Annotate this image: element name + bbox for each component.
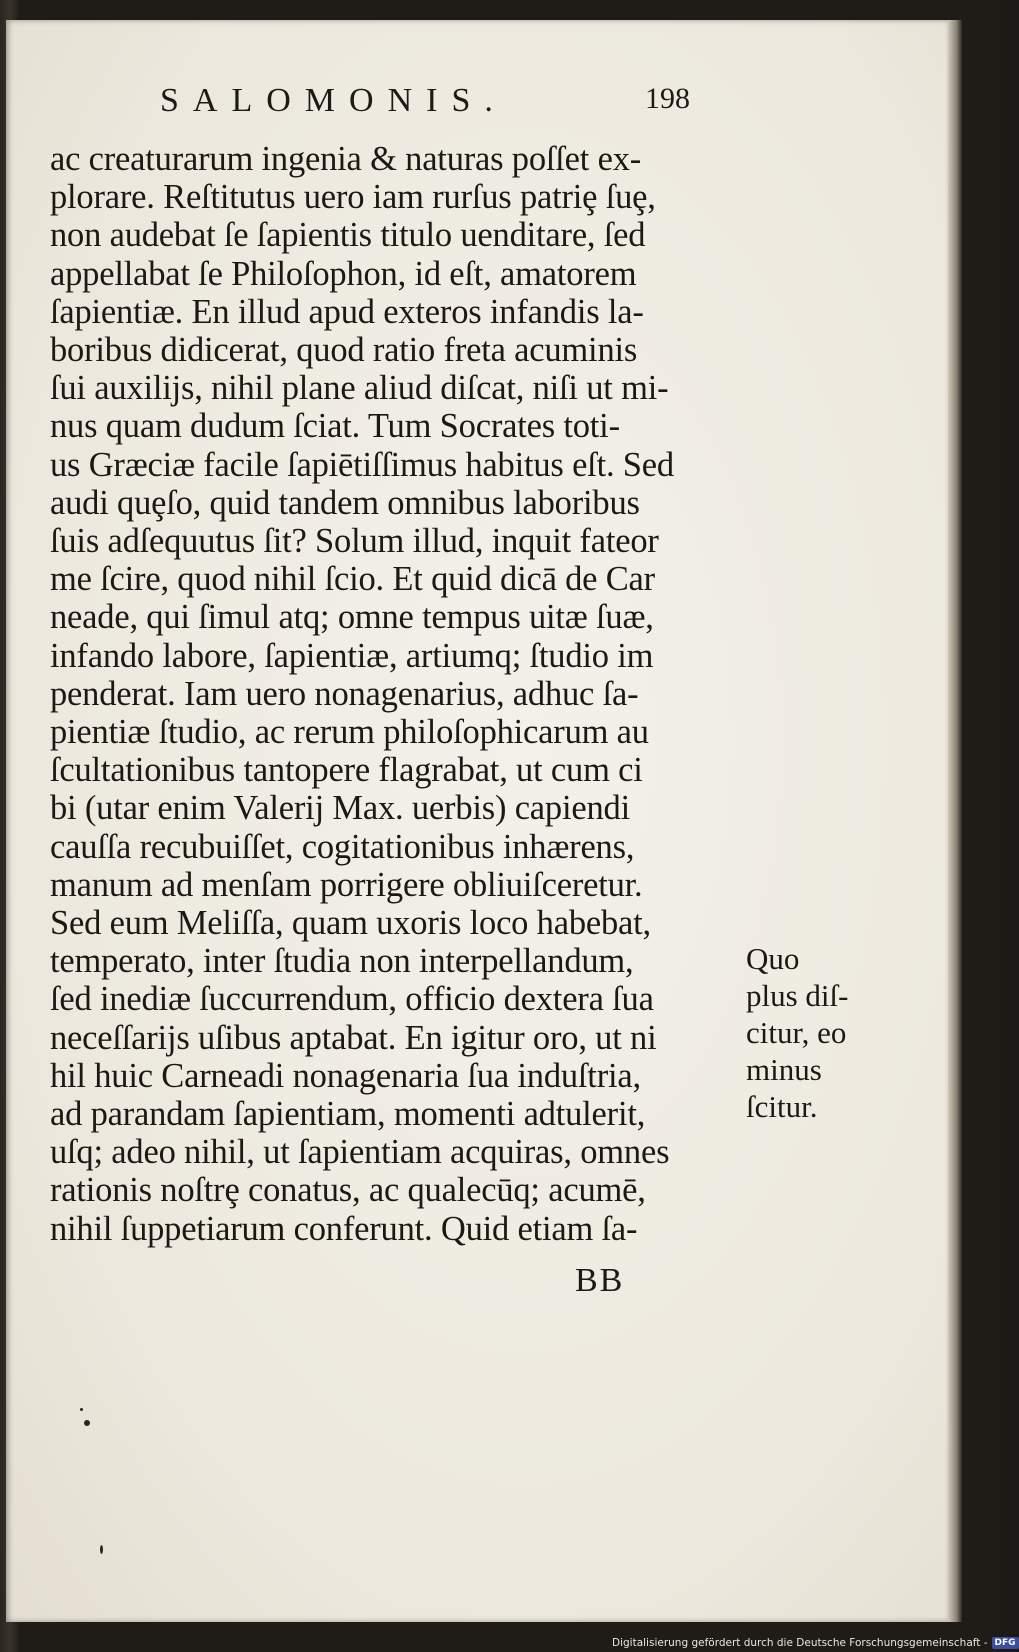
catchword-signature: BB <box>575 1262 625 1299</box>
marginal-note-line: Quo <box>746 941 800 976</box>
ink-speck <box>100 1545 103 1554</box>
text-line: neceſſarijs uſibus aptabat. En igitur oro, ut ni <box>50 1018 657 1057</box>
dfg-logo: DFG <box>992 1637 1019 1649</box>
text-line: rationis noſtrȩ conatus, ac qualecūq; acumē, <box>50 1171 646 1210</box>
page-fore-edge <box>948 20 962 1622</box>
text-line: plorare. Reſtitutus uero iam rurſus patriȩ ſuȩ, <box>50 178 656 217</box>
text-line: boribus didicerat, quod ratio freta acuminis <box>50 331 638 370</box>
text-line: manum ad menſam porrigere obliuiſceretur. <box>50 865 643 904</box>
text-line: nihil ſuppetiarum conferunt. Quid etiam ſa- <box>50 1209 638 1248</box>
credit-text: Digitalisierung gefördert durch die Deutsche Forschungsgemeinschaft - <box>612 1637 988 1649</box>
marginal-note <box>746 940 886 1125</box>
running-head: SALOMONIS. <box>160 82 507 119</box>
text-line: bi (utar enim Valerij Max. uerbis) capiendi <box>50 789 630 828</box>
marginal-note-line: ſcitur. <box>746 1089 818 1124</box>
text-line: ſuis adſequutus ſit? Solum illud, inquit fateor <box>50 522 659 561</box>
marginal-note-line: citur, eo <box>746 1015 847 1050</box>
text-line: Sed eum Meliſſa, quam uxoris loco habebat, <box>50 904 651 943</box>
text-line: audi quȩſo, quid tandem omnibus laboribus <box>50 483 640 522</box>
text-line: me ſcire, quod nihil ſcio. Et quid dicā de Car <box>50 560 655 599</box>
marginal-note-line: minus <box>746 1052 822 1087</box>
ink-speck <box>84 1420 90 1426</box>
page-number: 198 <box>645 82 690 115</box>
text-line: ſui auxilijs, nihil plane aliud diſcat, niſi ut mi- <box>50 369 669 408</box>
text-line: ſed inediæ ſuccurrendum, officio dextera ſua <box>50 980 654 1019</box>
marginal-note-line: plus diſ- <box>746 978 849 1013</box>
text-line: uſq; adeo nihil, ut ſapientiam acquiras, omnes <box>50 1133 670 1172</box>
main-text-block <box>50 140 740 1248</box>
text-line: nus quam dudum ſciat. Tum Socrates toti- <box>50 407 620 446</box>
text-line: temperato, inter ſtudia non interpellandum, <box>50 942 634 981</box>
text-line: ſcultationibus tantopere flagrabat, ut cum ci <box>50 751 643 790</box>
text-line: ſapientiæ. En illud apud exteros infandis la- <box>50 292 644 331</box>
text-line: infando labore, ſapientiæ, artiumq; ſtudio im <box>50 636 654 675</box>
digitization-credit <box>612 1634 1019 1652</box>
text-line: appellabat ſe Philoſophon, id eſt, amatorem <box>50 254 637 293</box>
text-line: pientiæ ſtudio, ac rerum philoſophicarum au <box>50 713 649 752</box>
ink-speck <box>80 1408 83 1411</box>
text-line: non audebat ſe ſapientis titulo uenditare, ſed <box>50 216 646 255</box>
text-line: cauſſa recubuiſſet, cogitationibus inhærens, <box>50 827 635 866</box>
text-line: ad parandam ſapientiam, momenti adtulerit, <box>50 1095 646 1134</box>
text-line: penderat. Iam uero nonagenarius, adhuc ſa- <box>50 674 639 713</box>
text-line: neade, qui ſimul atq; omne tempus uitæ ſuæ, <box>50 598 654 637</box>
text-line: hil huic Carneadi nonagenaria ſua induſtria, <box>50 1056 641 1095</box>
text-line: ac creaturarum ingenia & naturas poſſet ex- <box>50 140 642 178</box>
text-line: us Græciæ facile ſapiētiſſimus habitus eſt. Sed <box>50 445 674 484</box>
